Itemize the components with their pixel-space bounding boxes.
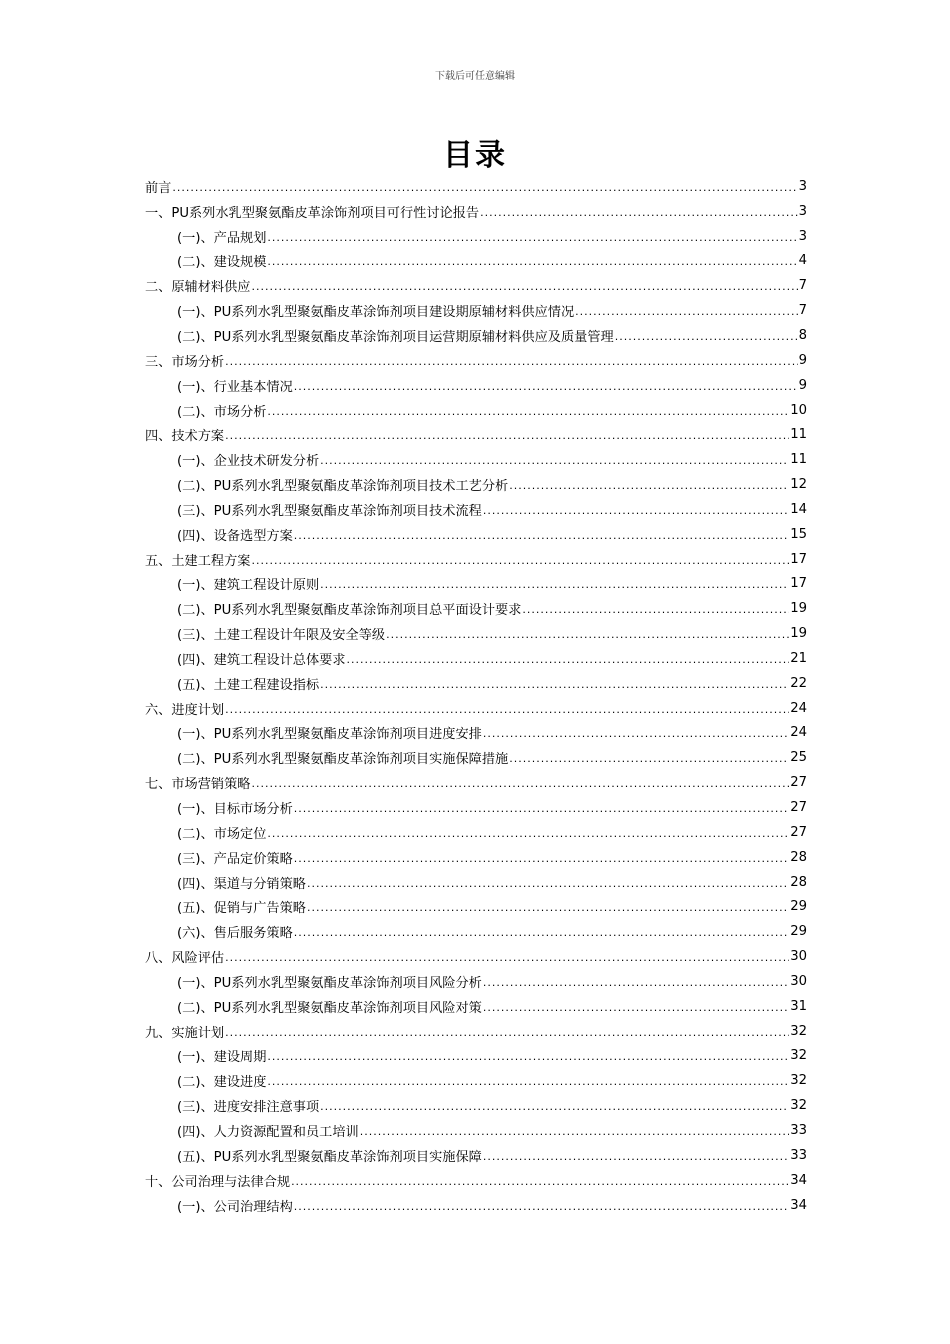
toc-entry-label: 前言	[145, 180, 172, 196]
toc-entry[interactable]	[145, 298, 807, 323]
toc-dot-leader	[225, 355, 797, 368]
toc-entry-label: (五)、土建工程建设指标	[177, 677, 320, 693]
toc-dot-leader	[252, 280, 798, 293]
toc-dot-leader	[294, 380, 798, 393]
toc-entry-page-number: 28	[790, 849, 807, 865]
toc-entry-page-number: 21	[790, 650, 807, 666]
toc-entry[interactable]	[145, 795, 807, 820]
toc-entry-label: (一)、PU系列水乳型聚氨酯皮革涂饰剂项目建设期原辅材料供应情况	[177, 305, 575, 321]
toc-entry-page-number: 29	[790, 924, 807, 940]
toc-entry-page-number: 32	[790, 1098, 807, 1114]
toc-entry-label: (一)、行业基本情况	[177, 379, 293, 395]
toc-entry-page-number: 33	[790, 1147, 807, 1163]
toc-entry-page-number: 32	[790, 1023, 807, 1039]
toc-entry-page-number: 30	[790, 973, 807, 989]
toc-entry-page-number: 19	[790, 626, 807, 642]
toc-entry-page-number: 27	[790, 775, 807, 791]
toc-entry-label: 七、市场营销策略	[145, 777, 251, 793]
toc-entry[interactable]	[145, 969, 807, 994]
toc-entry[interactable]	[145, 696, 807, 721]
toc-entry-label: (四)、建筑工程设计总体要求	[177, 652, 346, 668]
toc-entry-page-number: 14	[790, 501, 807, 517]
toc-entry-page-number: 24	[790, 725, 807, 741]
toc-entry-page-number: 22	[790, 675, 807, 691]
toc-entry[interactable]	[145, 894, 807, 919]
toc-entry-label: (二)、市场定位	[177, 826, 267, 842]
toc-entry-label: (五)、PU系列水乳型聚氨酯皮革涂饰剂项目实施保障	[177, 1149, 482, 1165]
toc-entry-label: (四)、人力资源配置和员工培训	[177, 1124, 359, 1140]
toc-entry-page-number: 8	[798, 327, 807, 343]
toc-entry[interactable]	[145, 422, 807, 447]
toc-entry[interactable]	[145, 1068, 807, 1093]
toc-entry-page-number: 3	[798, 228, 807, 244]
toc-entry-label: (四)、渠道与分销策略	[177, 876, 306, 892]
toc-entry-label: (二)、PU系列水乳型聚氨酯皮革涂饰剂项目技术工艺分析	[177, 479, 509, 495]
toc-entry[interactable]	[145, 1019, 807, 1044]
toc-entry[interactable]	[145, 1044, 807, 1069]
toc-entry[interactable]	[145, 820, 807, 845]
toc-dot-leader	[225, 1026, 789, 1039]
toc-entry-label: (一)、目标市场分析	[177, 802, 293, 818]
toc-entry[interactable]	[145, 646, 807, 671]
toc-dot-leader	[291, 1175, 789, 1188]
toc-dot-leader	[294, 1200, 789, 1213]
toc-entry[interactable]	[145, 1168, 807, 1193]
toc-dot-leader	[509, 752, 789, 765]
toc-entry-page-number: 32	[790, 1073, 807, 1089]
toc-entry-label: 六、进度计划	[145, 702, 225, 718]
toc-dot-leader	[509, 479, 789, 492]
toc-dot-leader	[225, 429, 789, 442]
toc-entry[interactable]	[145, 373, 807, 398]
toc-dot-leader	[267, 255, 797, 268]
toc-entry[interactable]	[145, 522, 807, 547]
toc-entry[interactable]	[145, 1193, 807, 1218]
toc-entry-page-number: 34	[790, 1172, 807, 1188]
toc-entry-label: (二)、建设规模	[177, 255, 267, 271]
toc-entry-label: (二)、PU系列水乳型聚氨酯皮革涂饰剂项目风险对策	[177, 1000, 482, 1016]
toc-entry[interactable]	[145, 323, 807, 348]
toc-dot-leader	[483, 727, 789, 740]
toc-entry[interactable]	[145, 249, 807, 274]
toc-entry-label: (三)、产品定价策略	[177, 851, 293, 867]
toc-entry[interactable]	[145, 447, 807, 472]
toc-entry[interactable]	[145, 994, 807, 1019]
toc-entry-page-number: 32	[790, 1048, 807, 1064]
toc-entry-page-number: 11	[790, 427, 807, 443]
toc-entry[interactable]	[145, 348, 807, 373]
toc-dot-leader	[267, 827, 789, 840]
toc-entry-page-number: 25	[790, 750, 807, 766]
toc-dot-leader	[480, 206, 798, 219]
toc-entry-page-number: 30	[790, 949, 807, 965]
toc-entry-label: (一)、PU系列水乳型聚氨酯皮革涂饰剂项目风险分析	[177, 975, 482, 991]
toc-entry-page-number: 17	[790, 576, 807, 592]
toc-entry-page-number: 9	[798, 377, 807, 393]
toc-entry-label: (三)、土建工程设计年限及安全等级	[177, 628, 386, 644]
toc-entry-page-number: 29	[790, 899, 807, 915]
toc-dot-leader	[225, 951, 789, 964]
toc-dot-leader	[615, 330, 798, 343]
toc-entry[interactable]	[145, 721, 807, 746]
toc-entry-label: (二)、PU系列水乳型聚氨酯皮革涂饰剂项目实施保障措施	[177, 752, 509, 768]
toc-dot-leader	[307, 901, 789, 914]
toc-dot-leader	[483, 1150, 789, 1163]
toc-dot-leader	[172, 181, 797, 194]
toc-entry-label: (六)、售后服务策略	[177, 926, 293, 942]
toc-dot-leader	[522, 603, 789, 616]
toc-dot-leader	[386, 628, 789, 641]
toc-entry-label: (一)、建设周期	[177, 1050, 267, 1066]
toc-entry-page-number: 3	[798, 203, 807, 219]
toc-entry-page-number: 7	[798, 278, 807, 294]
toc-entry-label: (一)、企业技术研发分析	[177, 454, 320, 470]
toc-dot-leader	[320, 1100, 789, 1113]
toc-entry-page-number: 34	[790, 1197, 807, 1213]
toc-entry-label: 十、公司治理与法律合规	[145, 1174, 291, 1190]
toc-dot-leader	[294, 852, 789, 865]
toc-entry-label: 三、市场分析	[145, 354, 225, 370]
toc-dot-leader	[267, 1050, 789, 1063]
toc-entry[interactable]	[145, 770, 807, 795]
toc-entry-label: 八、风险评估	[145, 951, 225, 967]
toc-entry[interactable]	[145, 671, 807, 696]
toc-title: 目录	[443, 138, 507, 173]
toc-entry-page-number: 3	[798, 178, 807, 194]
toc-entry-page-number: 10	[790, 402, 807, 418]
toc-entry[interactable]	[145, 944, 807, 969]
toc-entry-label: (二)、市场分析	[177, 404, 267, 420]
toc-entry[interactable]	[145, 547, 807, 572]
toc-entry-page-number: 15	[790, 526, 807, 542]
toc-dot-leader	[320, 454, 789, 467]
toc-entry-label: (一)、产品规划	[177, 230, 267, 246]
toc-entry[interactable]	[145, 1093, 807, 1118]
toc-entry-page-number: 9	[798, 352, 807, 368]
toc-entry-label: 五、土建工程方案	[145, 553, 251, 569]
toc-entry-page-number: 33	[790, 1122, 807, 1138]
toc-entry-page-number: 27	[790, 824, 807, 840]
toc-dot-leader	[267, 231, 797, 244]
toc-dot-leader	[483, 504, 789, 517]
toc-entry-page-number: 19	[790, 601, 807, 617]
toc-dot-leader	[252, 554, 790, 567]
toc-entry-page-number: 24	[790, 700, 807, 716]
toc-entry-page-number: 17	[790, 551, 807, 567]
toc-dot-leader	[225, 703, 789, 716]
toc-entry-label: (一)、PU系列水乳型聚氨酯皮革涂饰剂项目进度安排	[177, 727, 482, 743]
toc-entry-label: (二)、PU系列水乳型聚氨酯皮革涂饰剂项目总平面设计要求	[177, 603, 522, 619]
toc-entry[interactable]	[145, 621, 807, 646]
toc-entry-page-number: 28	[790, 874, 807, 890]
toc-entry-label: (一)、公司治理结构	[177, 1199, 293, 1215]
toc-dot-leader	[307, 877, 789, 890]
toc-dot-leader	[267, 1075, 789, 1088]
toc-dot-leader	[294, 926, 789, 939]
toc-entry[interactable]	[145, 174, 807, 199]
toc-entry[interactable]	[145, 572, 807, 597]
toc-dot-leader	[267, 405, 789, 418]
toc-dot-leader	[575, 305, 797, 318]
toc-entry[interactable]	[145, 870, 807, 895]
toc-entry[interactable]	[145, 224, 807, 249]
toc-entry-label: 九、实施计划	[145, 1025, 225, 1041]
header-note: 下载后可任意编辑	[435, 71, 515, 82]
toc-entry[interactable]	[145, 472, 807, 497]
toc-entry-label: 二、原辅材料供应	[145, 280, 251, 296]
toc-entry-label: (四)、设备选型方案	[177, 528, 293, 544]
toc-entry-label: (二)、PU系列水乳型聚氨酯皮革涂饰剂项目运营期原辅材料供应及质量管理	[177, 329, 614, 345]
table-of-contents	[145, 174, 807, 1217]
toc-entry-page-number: 7	[798, 303, 807, 319]
toc-dot-leader	[360, 1125, 789, 1138]
toc-entry[interactable]	[145, 745, 807, 770]
toc-entry-page-number: 11	[790, 452, 807, 468]
toc-entry-page-number: 27	[790, 800, 807, 816]
toc-entry-label: (三)、PU系列水乳型聚氨酯皮革涂饰剂项目技术流程	[177, 503, 482, 519]
toc-entry-label: (二)、建设进度	[177, 1075, 267, 1091]
toc-dot-leader	[294, 529, 789, 542]
toc-entry[interactable]	[145, 1143, 807, 1168]
toc-dot-leader	[483, 1001, 789, 1014]
toc-dot-leader	[320, 678, 789, 691]
toc-entry[interactable]	[145, 398, 807, 423]
toc-entry[interactable]	[145, 497, 807, 522]
toc-entry-label: 一、PU系列水乳型聚氨酯皮革涂饰剂项目可行性讨论报告	[145, 205, 480, 221]
toc-entry[interactable]	[145, 596, 807, 621]
toc-entry[interactable]	[145, 273, 807, 298]
toc-dot-leader	[347, 653, 790, 666]
toc-entry-page-number: 31	[790, 998, 807, 1014]
toc-entry[interactable]	[145, 919, 807, 944]
toc-dot-leader	[483, 976, 789, 989]
toc-entry-label: (五)、促销与广告策略	[177, 901, 306, 917]
toc-entry-label: (三)、进度安排注意事项	[177, 1100, 320, 1116]
toc-dot-leader	[252, 777, 790, 790]
toc-dot-leader	[320, 578, 789, 591]
toc-entry[interactable]	[145, 845, 807, 870]
toc-entry-page-number: 12	[790, 477, 807, 493]
toc-entry-page-number: 4	[798, 253, 807, 269]
toc-entry-label: 四、技术方案	[145, 429, 225, 445]
toc-entry[interactable]	[145, 199, 807, 224]
toc-dot-leader	[294, 802, 789, 815]
toc-entry[interactable]	[145, 1118, 807, 1143]
toc-entry-label: (一)、建筑工程设计原则	[177, 578, 320, 594]
